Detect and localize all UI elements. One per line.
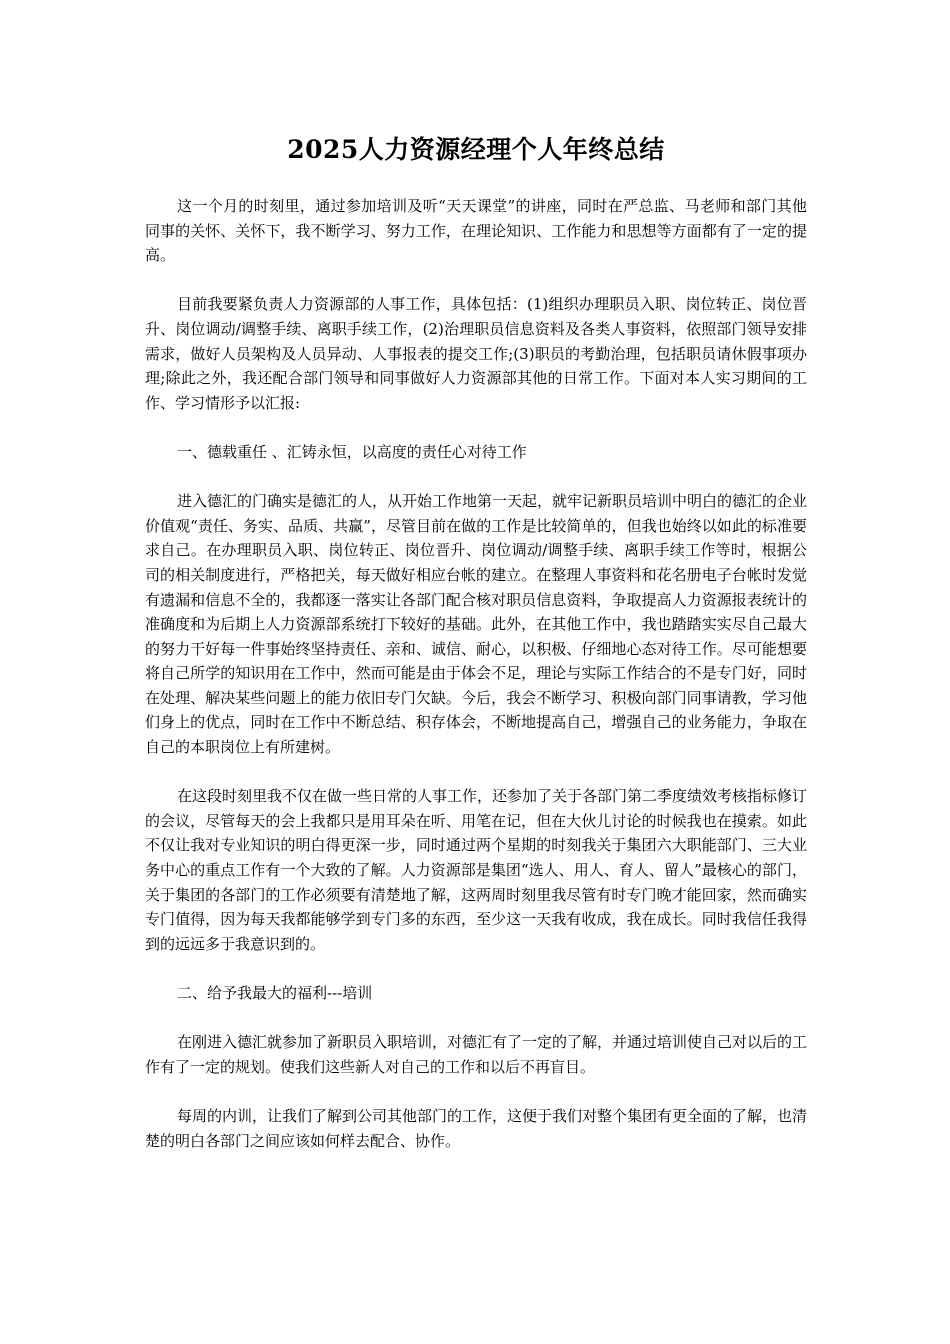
- section-heading-1: 一、德载重任 、汇铸永恒，以高度的责任心对待工作: [177, 442, 527, 461]
- paragraph-responsibilities: 目前我要紧负责人力资源部的人事工作，具体包括：(1)组织办理职员入职、岗位转正、岗位晋升、岗位调动/调整手续、离职手续工作，(2)治理职员信息资料及各类人事资料，依照部门领导安排需求，做好人员架构及人员异动、人事报表的提交工作;(3)职员的考勤治理，包括职员请休假事项办理;除此之外，我还配合部门领导和同事做好人力资源部其他的日常工作。下面对本人实习期间的工作、学习情形予以汇报:: [145, 295, 807, 412]
- paragraph-intro: 这一个月的时刻里，通过参加培训及听“天天课堂”的讲座，同时在严总监、马老师和部门其他同事的关怀、关怀下，我不断学习、努力工作，在理论知识、工作能力和思想等方面都有了一定的提高。: [145, 197, 807, 265]
- paragraph-onboarding-training: 在刚进入德汇就参加了新职员入职培训，对德汇有了一定的了解，并通过培训使自己对以后的工作有了一定的规划。使我们这些新人对自己的工作和以后不再盲目。: [145, 1033, 808, 1076]
- paragraph-section-1-body: 进入德汇的门确实是德汇的人，从开始工作地第一天起，就牢记新职员培训中明白的德汇的企业价值观“责任、务实、品质、共赢”，尽管目前在做的工作是比较简单的，但我也始终以如此的标准要求自己。在办理职员入职、岗位转正、岗位晋升、岗位调动/调整手续、离职手续工作等时，根据公司的相关制度进行，严格把关，每天做好相应台帐的建立。在整理人事资料和花名册电子台帐时发觉有遗漏和信息不全的，我都逐一落实让各部门配合核对职员信息资料，争取提高人力资源报表统计的准确度和为后期上人力资源部系统打下较好的基础。此外，在其他工作中，我也踏踏实实尽自己最大的努力干好每一件事始终坚持责任、亲和、诚信、耐心，以积极、仔细地心态对待工作。尽可能想要将自己所学的知识用在工作中，然而可能是由于体会不足，理论与实际工作结合的不是专门好，同时在处理、解决某些问题上的能力依旧专门欠缺。今后，我会不断学习、积极向部门同事请教，学习他们身上的优点，同时在工作中不断总结、积存体会，不断地提高自己，增强自己的业务能力，争取在自己的本职岗位上有所建树。: [145, 492, 808, 757]
- paragraph-meetings: 在这段时刻里我不仅在做一些日常的人事工作，还参加了关于各部门第二季度绩效考核指标修订的会议，尽管每天的会上我都只是用耳朵在听、用笔在记，但在大伙儿讨论的时候我也在摸索。如此不仅让我对专业知识的明白得更深一步，同时通过两个星期的时刻我关于集团六大职能部门、三大业务中心的重点工作有一个大致的了解。人力资源部是集团“选人、用人、育人、留人”最核心的部门，关于集团的各部门的工作必须要有清楚地了解，这两周时刻里我尽管有时专门晚才能回家，然而确实专门值得，因为每天我都能够学到专门多的东西，至少这一天我有收成，我在成长。同时我信任我得到的远远多于我意识到的。: [145, 787, 808, 953]
- paragraph-weekly-training: 每周的内训，让我们了解到公司其他部门的工作，这便于我们对整个集团有更全面的了解，也清楚的明白各部门之间应该如何样去配合、协作。: [145, 1106, 808, 1150]
- document-title: 2025人力资源经理个人年终总结: [287, 135, 665, 164]
- section-heading-2: 二、给予我最大的福利---培训: [177, 984, 373, 1002]
- document-page: [145, 126, 807, 1178]
